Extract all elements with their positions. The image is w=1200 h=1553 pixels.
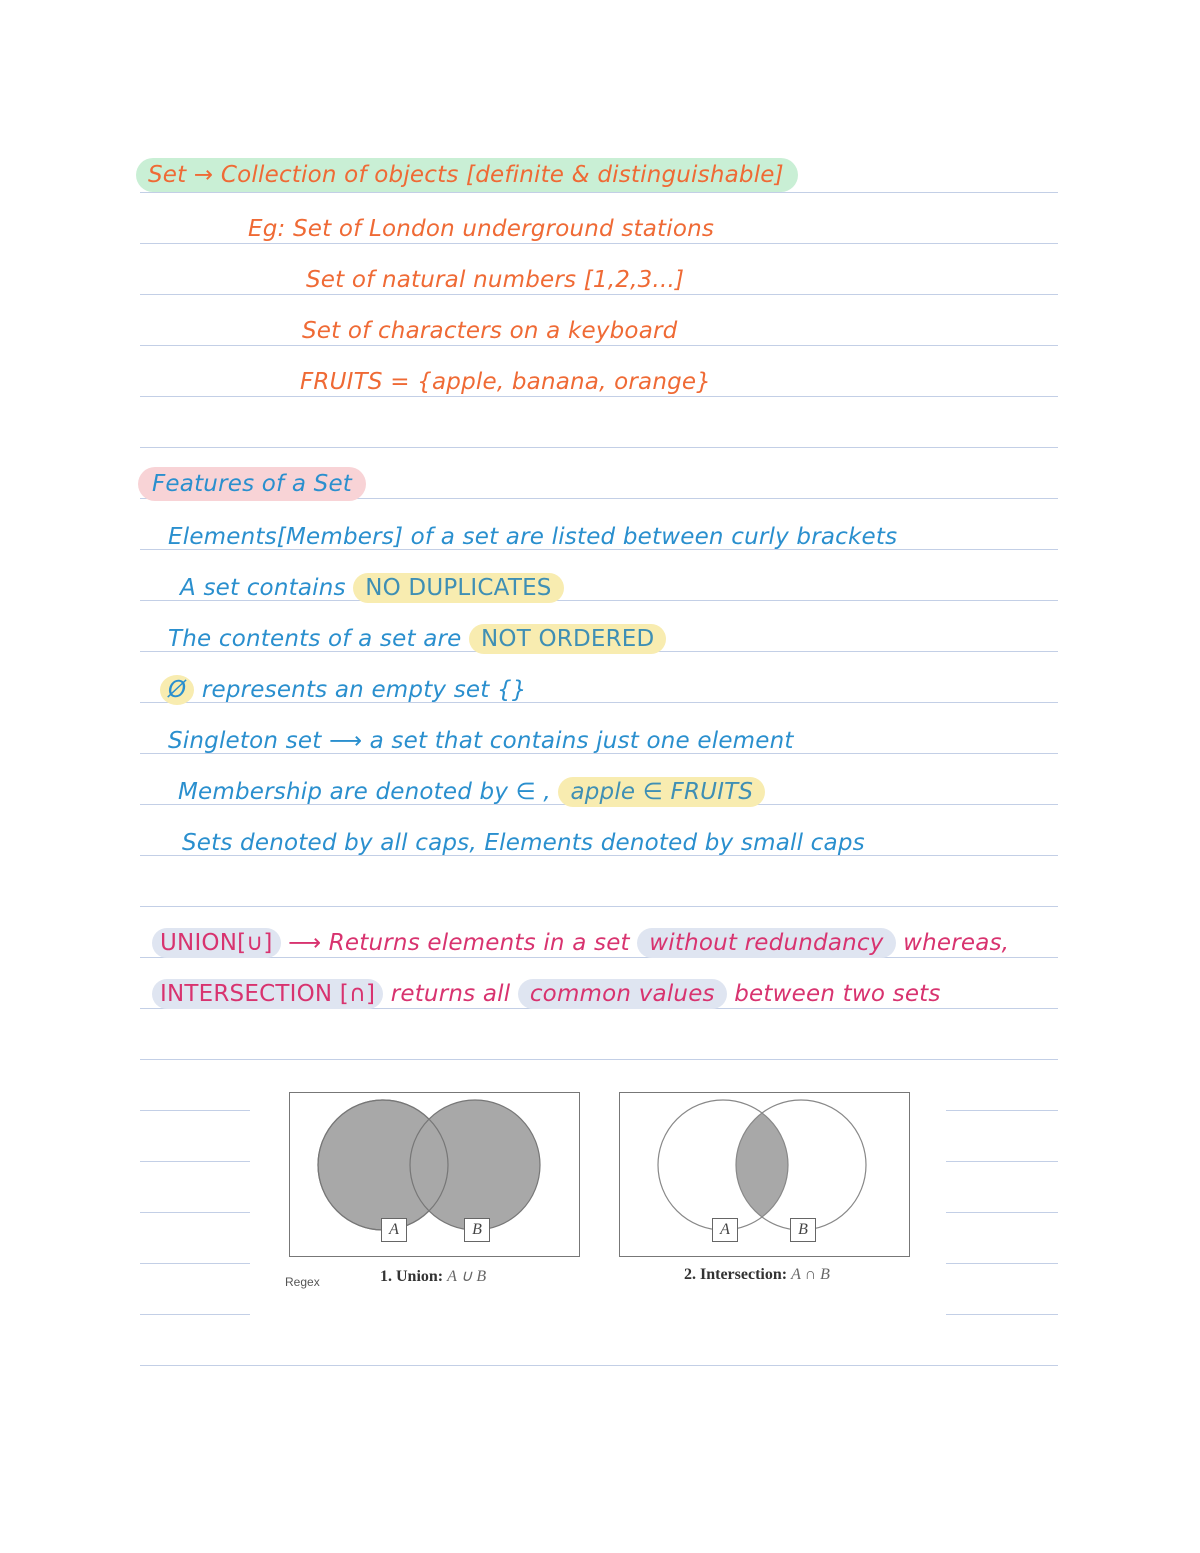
set-definition: Collection of objects [definite & distinguishable] xyxy=(220,162,784,188)
intersection-text-2: between two sets xyxy=(734,981,941,1007)
union-arrow-icon: ⟶ xyxy=(288,930,322,956)
example-line-2: Set of natural numbers [1,2,3...] xyxy=(306,267,685,293)
not-ordered-highlight: NOT ORDERED xyxy=(469,624,666,654)
union-caption-expr: A ∪ B xyxy=(447,1268,487,1285)
intersection-caption xyxy=(684,1266,830,1284)
intersection-line xyxy=(152,977,941,1011)
features-line-3-text: The contents of a set are xyxy=(168,626,462,652)
features-heading-line xyxy=(138,467,366,501)
intersection-caption-expr: A ∩ B xyxy=(791,1266,830,1283)
features-line-4 xyxy=(160,673,527,707)
set-definition-line xyxy=(136,158,798,192)
features-line-1: Elements[Members] of a set are listed between curly brackets xyxy=(168,524,898,550)
intersection-label: INTERSECTION [∩] xyxy=(152,979,383,1009)
intersection-label-b: B xyxy=(790,1218,816,1242)
intersection-venn-diagram xyxy=(619,1092,910,1257)
union-label-a: A xyxy=(381,1218,407,1242)
example-line-4: FRUITS = {apple, banana, orange} xyxy=(300,369,712,395)
common-values-highlight: common values xyxy=(518,979,727,1009)
union-text-2: whereas, xyxy=(903,930,1010,956)
features-line-4-text: represents an empty set {} xyxy=(201,677,527,703)
union-caption-num: 1. Union: xyxy=(380,1268,444,1285)
arrow-icon: → xyxy=(193,162,214,188)
union-text-1: Returns elements in a set xyxy=(328,930,630,956)
intersection-caption-num: 2. Intersection: xyxy=(684,1266,788,1283)
features-line-6 xyxy=(178,775,765,809)
features-line-6-text: Membership are denoted by ∈ , xyxy=(178,779,551,805)
intersection-label-a: A xyxy=(712,1218,738,1242)
union-caption xyxy=(380,1266,486,1286)
features-line-2 xyxy=(180,571,564,605)
intersection-overlap xyxy=(736,1100,866,1230)
union-line xyxy=(152,926,1009,960)
without-redundancy-highlight: without redundancy xyxy=(637,928,895,958)
empty-set-symbol: Ø xyxy=(160,675,194,705)
features-line-2-text: A set contains xyxy=(180,575,346,601)
example-text: Set of London underground stations xyxy=(293,216,715,242)
features-line-7: Sets denoted by all caps, Elements denoted by small caps xyxy=(182,830,865,856)
intersection-text-1: returns all xyxy=(390,981,511,1007)
regex-watermark: Regex xyxy=(285,1275,320,1289)
union-venn-diagram xyxy=(289,1092,580,1257)
example-line-1 xyxy=(248,212,714,246)
no-duplicates-highlight: NO DUPLICATES xyxy=(353,573,563,603)
features-line-5: Singleton set ⟶ a set that contains just one element xyxy=(168,728,794,754)
features-line-3 xyxy=(168,622,666,656)
membership-example-highlight: apple ∈ FRUITS xyxy=(558,777,765,807)
example-line-3: Set of characters on a keyboard xyxy=(302,318,678,344)
union-label-b: B xyxy=(464,1218,490,1242)
example-prefix: Eg: xyxy=(248,216,286,242)
features-heading: Features of a Set xyxy=(138,467,366,501)
set-heading: Set xyxy=(148,162,187,188)
union-label: UNION[∪] xyxy=(152,928,281,958)
